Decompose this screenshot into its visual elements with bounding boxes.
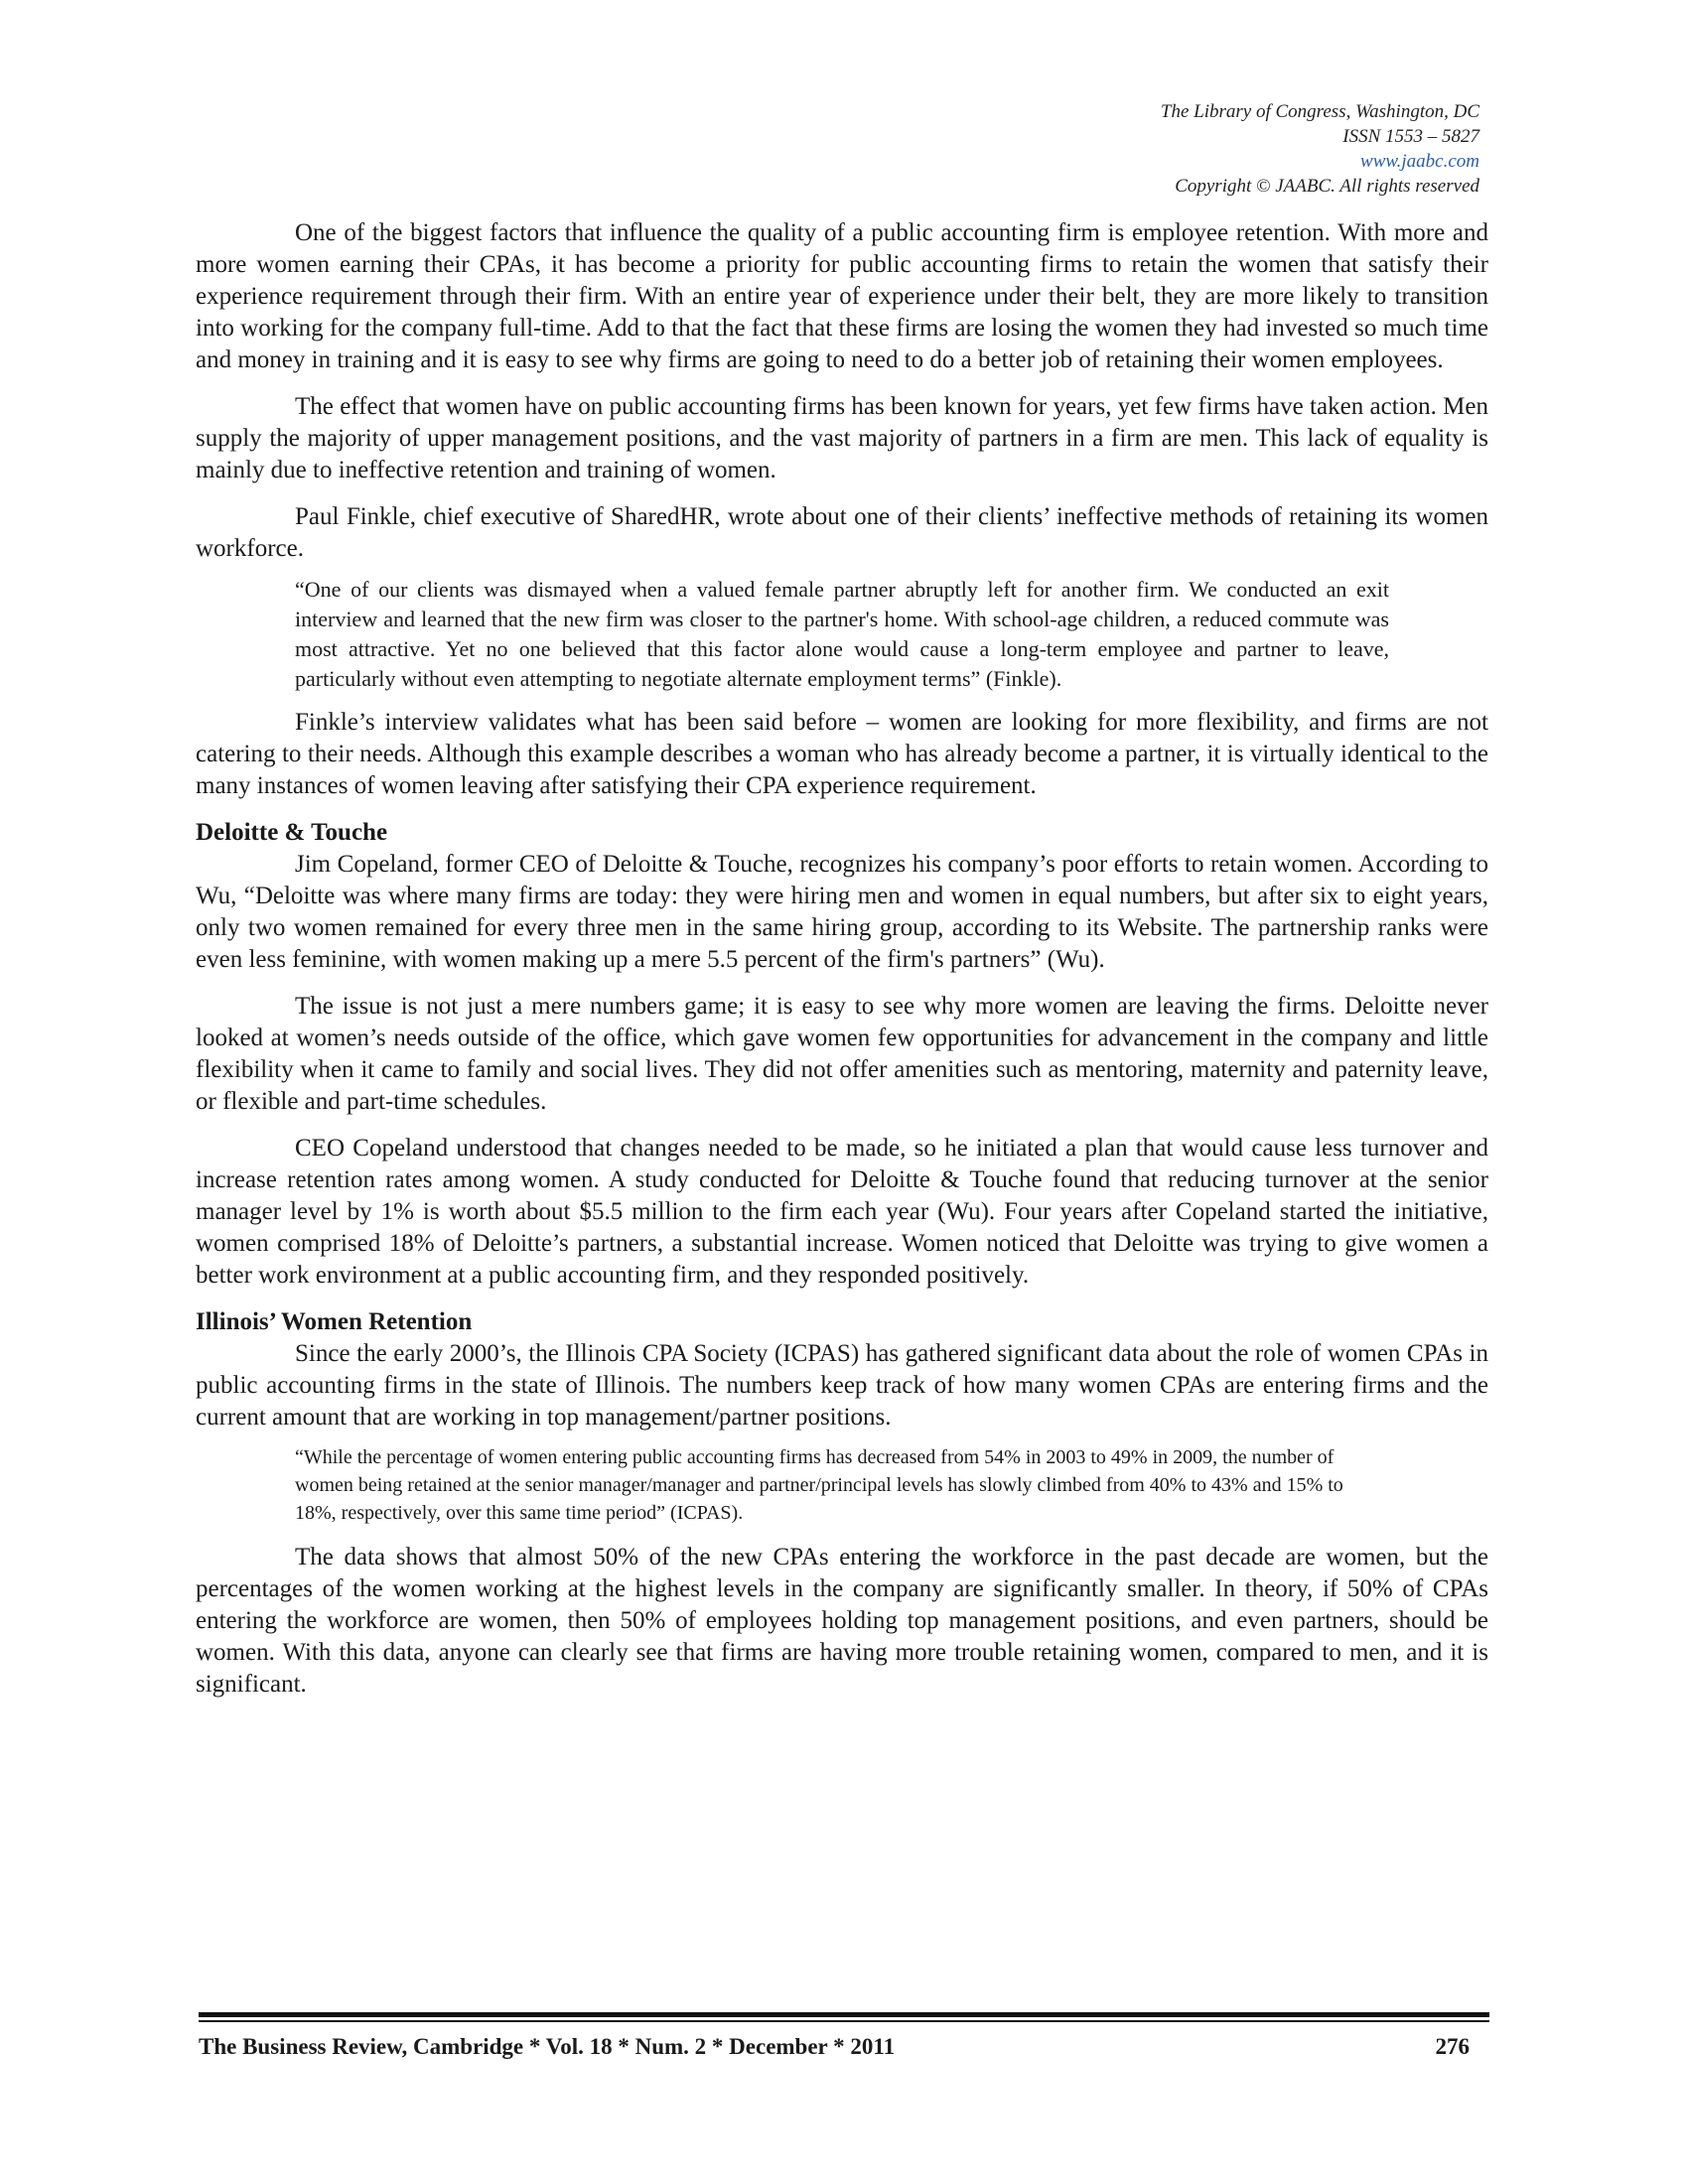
block-quote-finkle-text: “One of our clients was dismayed when a valued female partner abruptly left for another firm. We conducted an exit interview and learned that the new firm was closer to the partner's home. With school-age children, a reduced commute was most attractive. Yet no one believed that this factor alone would cause a long-term employee and partner to leave, particularly without even attempting to negotiate alternate employment terms” (Finkle). [295, 577, 1389, 691]
paragraph-data-shows: The data shows that almost 50% of the new CPAs entering the workforce in the past decade are women, but the percentages of the women working at the highest levels in the company are significantly smaller. In theory, if 50% of CPAs entering the workforce are women, then 50% of employees holding top management positions, and even partners, should be women. With this data, anyone can clearly see that firms are having more trouble retaining women, compared to men, and it is significant. [196, 1544, 1488, 1698]
block-quote-finkle [295, 575, 1389, 694]
footer-rule-thin [199, 2020, 1489, 2022]
paragraph-icpas: Since the early 2000’s, the Illinois CPA Society (ICPAS) has gathered significant data about the role of women CPAs in public accounting firms in the state of Illinois. The numbers keep track of how many women CPAs are entering firms and the current amount that are working in top management/partner positions. [196, 1340, 1488, 1431]
paragraph-numbers-game: The issue is not just a mere numbers game; it is easy to see why more women are leaving the firms. Deloitte never looked at women’s needs outside of the office, which gave women few opportunities for advancement in the company and little flexibility when it came to family and social lives. They did not offer amenities such as mentoring, maternity and paternity leave, or flexible and part-time schedules. [196, 993, 1488, 1115]
footer-journal-citation: The Business Review, Cambridge * Vol. 18 * Num. 2 * December * 2011 [199, 2034, 896, 2059]
block-quote-icpas [295, 1443, 1379, 1527]
footer-page-number: 276 [1435, 2034, 1470, 2059]
article-body [196, 217, 1488, 1715]
section-heading-deloitte: Deloitte & Touche [196, 819, 388, 846]
page-footer [199, 2012, 1489, 2060]
block-quote-icpas-text: “While the percentage of women entering public accounting firms has decreased from 54% in 2003 to 49% in 2009, the number of women being retained at the senior manager/manager and partner/principal levels has slowly climbed from 40% to 43% and 15% to 18%, respectively, over this same time period” (ICPAS). [295, 1446, 1343, 1524]
paragraph-finkle-intro: Paul Finkle, chief executive of SharedHR, wrote about one of their clients’ ineffective methods of retaining its women workforce. [196, 503, 1488, 562]
paragraph-effect-of-women: The effect that women have on public accounting firms has been known for years, yet few firms have taken action. Men supply the majority of upper management positions, and the vast majority of partners in a firm are men. This lack of equality is mainly due to ineffective retention and training of women. [196, 393, 1488, 483]
header-library-line: The Library of Congress, Washington, DC [1160, 101, 1479, 122]
paragraph-copeland-plan: CEO Copeland understood that changes needed to be made, so he initiated a plan that would cause less turnover and increase retention rates among women. A study conducted for Deloitte & Touche found that reducing turnover at the senior manager level by 1% is worth about $5.5 million to the firm each year (Wu). Four years after Copeland started the initiative, women comprised 18% of Deloitte’s partners, a substantial increase. Women noticed that Deloitte was trying to give women a better work environment at a public accounting firm, and they responded positively. [196, 1135, 1488, 1289]
header-copyright-line: Copyright © JAABC. All rights reserved [1175, 176, 1479, 197]
paragraph-copeland: Jim Copeland, former CEO of Deloitte & Touche, recognizes his company’s poor efforts to retain women. According to Wu, “Deloitte was where many firms are today: they were hiring men and women in equal numbers, but after six to eight years, only two women remained for every three men in the same hiring group, according to its Website. The partnership ranks were even less feminine, with women making up a mere 5.5 percent of the firm's partners” (Wu). [196, 851, 1488, 973]
footer-rule-thick [199, 2012, 1489, 2017]
paragraph-retention-intro: One of the biggest factors that influence the quality of a public accounting firm is employee retention. With more and more women earning their CPAs, it has become a priority for public accounting firms to retain the women that satisfy their experience requirement through their firm. With an entire year of experience under their belt, they are more likely to transition into working for the company full-time. Add to that the fact that these firms are losing the women they had invested so much time and money in training and it is easy to see why firms are going to need to do a better job of retaining their women employees. [196, 219, 1488, 373]
header-website-link[interactable]: www.jaabc.com [1360, 151, 1479, 172]
footer-row [199, 2034, 1489, 2060]
header-issn-line: ISSN 1553 – 5827 [1342, 126, 1479, 147]
running-header [1161, 99, 1479, 199]
section-heading-illinois: Illinois’ Women Retention [196, 1308, 473, 1335]
paragraph-finkle-analysis: Finkle’s interview validates what has been said before – women are looking for more flexibility, and firms are not catering to their needs. Although this example describes a woman who has already become a partner, it is virtually identical to the many instances of women leaving after satisfying their CPA experience requirement. [196, 709, 1488, 799]
